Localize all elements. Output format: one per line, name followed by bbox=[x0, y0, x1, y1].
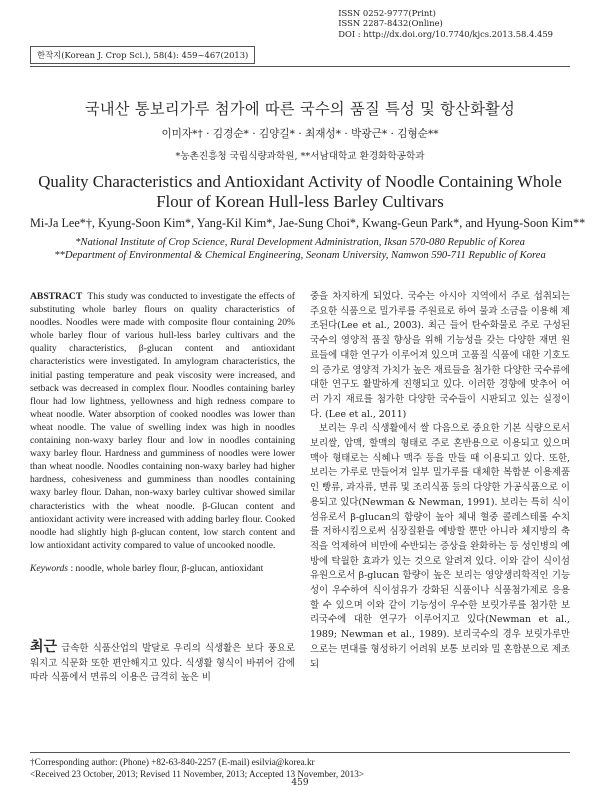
received-dates: <Received 23 October, 2013; Revised 11 November, 2013; Accepted 13 November, 2013> bbox=[30, 768, 364, 779]
english-title bbox=[30, 172, 570, 211]
intro-paragraph-2: 보리는 우리 식생활에서 쌀 다음으로 중요한 기본 식량으로서 보리쌀, 압맥, 할맥의 형태로 주로 혼반용으로 이용되고 있으며 맥아 형태로는 식혜나 맥주 등을 만들 때 이용되고 있다. 또한, 보리는 가루로 만들어져 일부 밀가루를 대체한 복합분 이용제품인 빵류, 과자류, 면류 및 조리식품 등의 다양한 가공식품으로 이용되고 있다(Newman & Newman, 1991). 보리는 특히 식이섬유로서 β-glucan의 함량이 높아 체내 혈중 콜레스테롤 수치를 저하시킴으로써 심장질환을 예방할 뿐만 아니라 체지방의 축적을 억제하여 비만에 수반되는 증상을 완화하는 등 성인병의 예방에 탁월한 효과가 있는 것으로 알려져 있다. 이와 같이 식이섬유원으로서 β-glucan 함량이 높은 보리는 영양생리학적인 기능성이 우수하여 식이섬유가 강화된 식품이나 식품첨가제로 응용할 수 있으며 이와 같이 기능성이 우수한 보릿가루를 첨가한 보리국수에 대한 연구가 이루어지고 있다(Newman et al., 1989; Newman et al., 1989). 보리국수의 경우 보릿가루만으로는 면대를 형성하기 어려워 보통 보리와 밀 혼합분으로 제조되 bbox=[310, 423, 570, 670]
intro-drop-word: 최근 bbox=[30, 639, 58, 655]
english-affiliation-1: *National Institute of Crop Science, Rural Development Administration, Iksan 570-080 Republic of Korea bbox=[75, 237, 525, 248]
english-title-line1: Quality Characteristics and Antioxidant Activity of Noodle Containing Whole bbox=[38, 172, 562, 191]
keywords-label: Keywords bbox=[30, 562, 69, 574]
english-affiliation bbox=[30, 236, 570, 262]
keywords-text: : noodle, whole barley flour, β-glucan, antioxidant bbox=[70, 562, 264, 574]
issn-block bbox=[338, 8, 553, 39]
intro-paragraph-1: 중을 차지하게 되었다. 국수는 아시아 지역에서 주로 섭취되는 주요한 식품으로 밀가루를 주원료로 하여 물과 소금을 이용해 제조된다(Lee et al., 2003). 최근 들어 탄수화물로 주로 구성된 국수의 영양적 품질 향상을 위해 기능성을 갖는 다양한 재면 원료들에 대한 연구가 이루어져 있으며 고품질 식품에 대한 기호도의 증가로 영양적 가치가 높은 재료들을 첨가한 다양한 국수류에 대한 연구도 활발하게 진행되고 있다. 이러한 경향에 맞추어 여러 가지 재료를 첨가한 다양한 국수들이 시판되고 있는 실정이다. (Lee et al., 2011) bbox=[310, 291, 570, 420]
korean-affiliation: *농촌진흥청 국립식량과학원, **서남대학교 환경화학공학과 bbox=[175, 151, 425, 162]
journal-citation: 한작지(Korean J. Crop Sci.), 58(4): 459~467(2013) bbox=[30, 46, 255, 64]
issn-print: ISSN 0252-9777(Print) bbox=[338, 8, 436, 18]
korean-title: 국내산 통보리가루 첨가에 따른 국수의 품질 특성 및 항산화활성 bbox=[84, 100, 516, 118]
abstract-label: ABSTRACT bbox=[30, 291, 83, 302]
footnote bbox=[30, 757, 570, 780]
english-authors: Mi-Ja Lee*†, Kyung-Soon Kim*, Yang-Kil Kim*, Jae-Sung Choi*, Kwang-Geun Park*, and Hyung-Soon Kim** bbox=[30, 216, 586, 230]
corresponding-author: †Corresponding author: (Phone) +82-63-840-2257 (E-mail) esilvia@korea.kr bbox=[30, 757, 315, 767]
abstract-text: This study was conducted to investigate the effects of substituting whole barley flours on quality characteristics of noodles. Noodles were made with composite flour containing 20% whole barley flour of various hull-less barley cultivars and the quality characteristics, β-glucan content and antioxidant characteristics were investigated. In amylogram characteristics, the initial pasting temperature and peak viscosity were increased, and setback was decreased in complex flour. Noodles containing barley flour had low lightness, yellowness and high redness compare to wheat noodle. Water absorption of cooked noodles was lower than wheat noodle. The value of swelling index was high in noodles containing non-waxy barley flour and low in noodles containing waxy barley flour. Hardness and gumminess of noodles were lower than wheat noodle. Noodles containing non-waxy barley had higher hardness, cohesiveness and gumminess than noodles containing waxy barley flour. Dahan, non-waxy barley cultivar showed similar characteristics with the wheat noodle. β-Glucan content and antioxidant activity were increased with adding barley flour. Cooked noodle had slightly high β-glucan content, low starch content and low antioxidant activity compared to value of uncooked noodle. bbox=[30, 291, 295, 551]
intro-left bbox=[30, 640, 295, 686]
footnote-rule bbox=[30, 752, 570, 753]
abstract bbox=[30, 290, 295, 575]
keywords bbox=[30, 562, 295, 575]
korean-authors: 이미자*† · 김경순* · 김양길* · 최재성* · 박광근* · 김형순** bbox=[161, 128, 439, 140]
doi: DOI : http://dx.doi.org/10.7740/kjcs.2013.58.4.459 bbox=[338, 28, 553, 39]
header-rule bbox=[30, 66, 570, 67]
issn-online: ISSN 2287-8432(Online) bbox=[338, 18, 443, 29]
english-affiliation-2: **Department of Environmental & Chemical Engineering, Seonam University, Namwon 590-711 Republic of Korea bbox=[54, 250, 546, 261]
page-number: 459 bbox=[291, 778, 309, 788]
intro-left-text: 급속한 식품산업의 발달로 우리의 식생활은 보다 풍요로워지고 식문화 또한 편안해지고 있다. 식생활 형식이 바뀌어 감에 따라 식품에서 면류의 이용은 급격히 높은 비 bbox=[30, 643, 295, 684]
intro-right bbox=[310, 290, 570, 672]
english-title-line2: Flour of Korean Hull-less Barley Cultivars bbox=[156, 191, 444, 211]
